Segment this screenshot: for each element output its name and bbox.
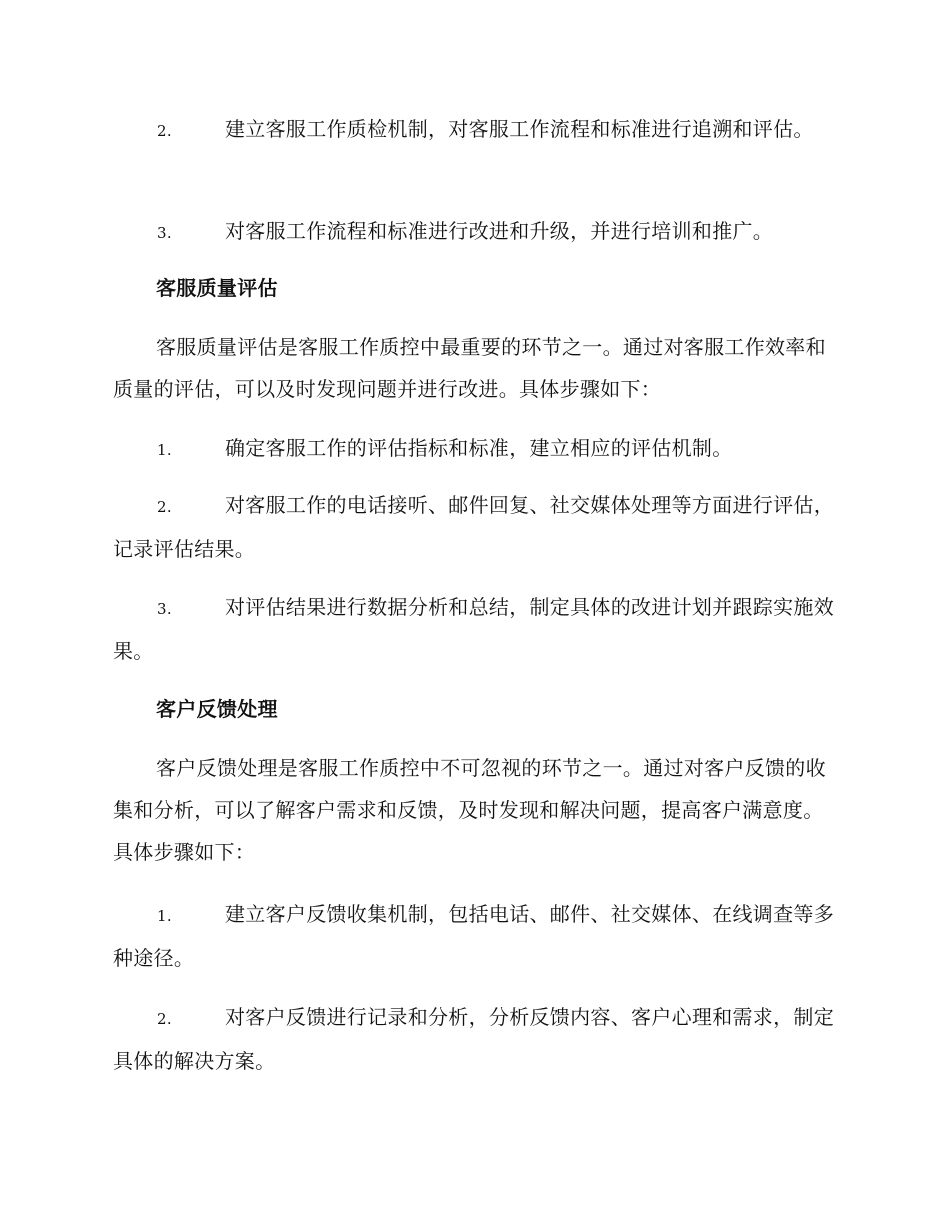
list-number: 3. bbox=[157, 224, 172, 242]
list-item bbox=[113, 484, 835, 570]
list-item-text: 确定客服工作的评估指标和标准，建立相应的评估机制。 bbox=[225, 436, 733, 460]
list-item-text: 对评估结果进行数据分析和总结，制定具体的改进计划并跟踪实施效果。 bbox=[113, 595, 834, 663]
list-item bbox=[113, 108, 835, 152]
list-number: 3. bbox=[157, 600, 172, 618]
list-item bbox=[113, 586, 835, 672]
body-paragraph: 客服质量评估是客服工作质控中最重要的环节之一。通过对客服工作效率和质量的评估，可以及时发现问题并进行改进。具体步骤如下： bbox=[113, 335, 826, 401]
section-heading: 客服质量评估 bbox=[156, 276, 278, 300]
list-number: 2. bbox=[157, 122, 172, 140]
list-number: 2. bbox=[157, 498, 172, 516]
list-item-text: 建立客户反馈收集机制，包括电话、邮件、社交媒体、在线调查等多种途径。 bbox=[113, 902, 834, 970]
section-heading: 客户反馈处理 bbox=[156, 697, 278, 721]
list-item-text: 对客服工作流程和标准进行改进和升级，并进行培训和推广。 bbox=[225, 219, 774, 243]
list-item bbox=[113, 427, 835, 471]
list-item bbox=[113, 996, 835, 1082]
list-item bbox=[113, 893, 835, 979]
list-item-text: 对客服工作的电话接听、邮件回复、社交媒体处理等方面进行评估，记录评估结果。 bbox=[113, 493, 834, 561]
list-item-text: 建立客服工作质检机制，对客服工作流程和标准进行追溯和评估。 bbox=[225, 117, 814, 141]
list-item bbox=[113, 210, 835, 254]
body-paragraph: 客户反馈处理是客服工作质控中不可忽视的环节之一。通过对客户反馈的收集和分析，可以了解客户需求和反馈，及时发现和解决问题，提高客户满意度。具体步骤如下： bbox=[113, 756, 826, 864]
list-item-text: 对客户反馈进行记录和分析，分析反馈内容、客户心理和需求，制定具体的解决方案。 bbox=[113, 1005, 834, 1073]
list-number: 1. bbox=[157, 907, 172, 925]
list-number: 2. bbox=[157, 1010, 172, 1028]
list-number: 1. bbox=[157, 441, 172, 459]
